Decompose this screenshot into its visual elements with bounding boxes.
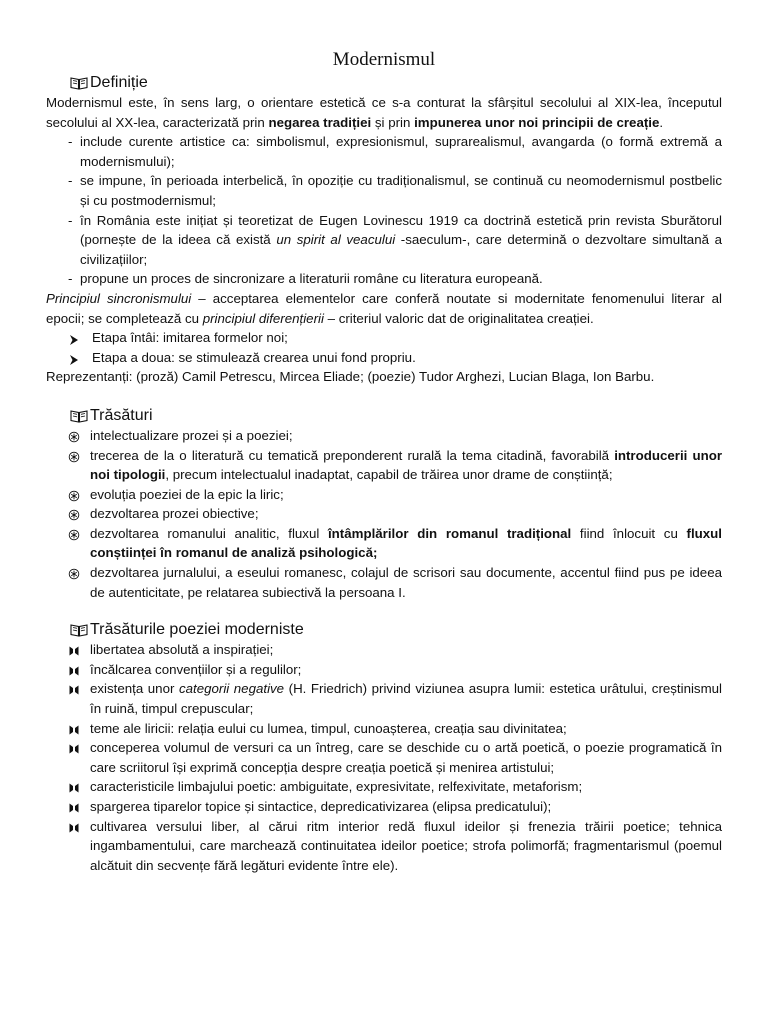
dash-bullet: - — [68, 212, 73, 228]
asterisk-circle-bullet-icon — [68, 449, 80, 469]
book-icon — [70, 623, 88, 637]
poezie-list — [46, 640, 722, 875]
list-item: Etapa întâi: imitarea formelor noi; — [46, 328, 722, 348]
etape-list — [46, 328, 722, 367]
list-item: conceperea volumul de versuri ca un întreg, care se deschide cu o artă poetică, o poezie programatică în care scriitorul își exprimă concepția despre creația poetică și menirea artistului; — [46, 738, 722, 777]
list-item: intelectualizare prozei și a poeziei; — [46, 426, 722, 446]
section-heading-trasaturi — [46, 406, 722, 426]
page-title: Modernismul — [332, 49, 436, 70]
list-item: dezvoltarea romanului analitic, fluxul întâmplărilor din romanul tradițional fiind înlocuit cu fluxul conștiinței în romanul de analiză psihologică; — [46, 524, 722, 563]
asterisk-circle-bullet-icon — [68, 527, 80, 547]
asterisk-circle-bullet-icon — [68, 566, 80, 586]
list-item: - se impune, în perioada interbelică, în opoziție cu tradiționalismul, se continuă cu neomodernismul postbelic și cu postmodernismul; — [68, 173, 722, 208]
principiu-paragraph: Principiul sincronismului – acceptarea elementelor care conferă noutate si modernitate fenomenului literar al epocii; se completează cu principiul diferențierii – criteriul valoric dat de originalitatea creației. — [46, 290, 722, 326]
list-item: evoluția poeziei de la epic la liric; — [46, 485, 722, 505]
list-item: caracteristicile limbajului poetic: ambiguitate, expresivitate, relfexivitate, metaforism; — [46, 777, 722, 797]
reprezentanti-paragraph: Reprezentanți: (proză) Camil Petrescu, Mircea Eliade; (poezie) Tudor Arghezi, Lucian Blaga, Ion Barbu. — [46, 369, 655, 385]
list-item: - în România este inițiat și teoretizat de Eugen Lovinescu 1919 ca doctrină estetică prin revista Sburătorul (pornește de la ideea că există un spirit al veacului -saeculum-, care determină o dezvoltare simultană a civilizațiilor; — [68, 212, 722, 267]
list-item: Etapa a doua: se stimulează crearea unui fond propriu. — [46, 348, 722, 368]
dash-bullet: - — [68, 271, 73, 287]
trasaturi-list — [46, 426, 722, 602]
list-item: cultivarea versului liber, al cărui ritm interior redă fluxul ideilor și frenezia trăirii poetice; tehnica ingambamentului, care marchează continuitatea ideilor poetice; strofa polimorfă; fragmentarismul (poemul alcătuit din secvențe fără legături evidente între ele). — [46, 817, 722, 876]
bowtie-bullet-icon — [68, 682, 80, 702]
list-item: libertatea absolută a inspirației; — [46, 640, 722, 660]
book-icon — [70, 76, 88, 90]
arrow-bullet-icon — [68, 352, 80, 372]
list-item: - include curente artistice ca: simbolismul, expresionismul, suprarealismul, avangarda (o formă extremă a modernismului); — [68, 134, 722, 169]
section-heading-definitie — [46, 73, 722, 93]
list-item: trecerea de la o literatură cu tematică preponderent rurală la tema citadină, favorabilă introducerii unor noi tipologii, precum intelectualul inadaptat, capabil de trăirea unor drame de conștiință; — [46, 446, 722, 485]
definition-intro: Modernismul este, în sens larg, o orientare estetică ce s-a conturat la sfârșitul secolului al XIX-lea, începutul secolului al XX-lea, caracterizată prin negarea tradiției și prin impunerea unor noi principii de creație. — [46, 95, 722, 130]
list-item: - propune un proces de sincronizare a literaturii române cu literatura europeană. — [46, 269, 722, 289]
section-heading-poezie — [46, 620, 722, 640]
content — [46, 73, 722, 875]
list-item: încălcarea convențiilor și a regulilor; — [46, 660, 722, 680]
section-title: Definiție — [90, 74, 148, 91]
dash-bullet: - — [68, 134, 73, 150]
list-item: spargerea tiparelor topice și sintactice, depredicativizarea (elipsa predicatului); — [46, 797, 722, 817]
section-title: Trăsăturile poeziei moderniste — [90, 621, 304, 639]
dash-bullet: - — [68, 173, 73, 189]
book-icon — [70, 409, 88, 423]
list-item: dezvoltarea prozei obiective; — [46, 504, 722, 524]
section-title: Trăsături — [90, 406, 153, 424]
bowtie-bullet-icon — [68, 741, 80, 761]
definition-list — [46, 132, 722, 289]
list-item: dezvoltarea jurnalului, a eseului romanesc, colajul de scrisori sau documente, accentul fiind pus pe ideea de autenticitate, pe relatarea subiectivă la persoana I. — [46, 563, 722, 602]
bowtie-bullet-icon — [68, 820, 80, 840]
list-item: existența unor categorii negative (H. Friedrich) privind viziunea asupra lumii: estetica urâtului, creștinismul în ruină, timpul crepuscular; — [46, 679, 722, 718]
list-item: teme ale liricii: relația eului cu lumea, timpul, cunoașterea, creația sau divinitatea; — [46, 719, 722, 739]
